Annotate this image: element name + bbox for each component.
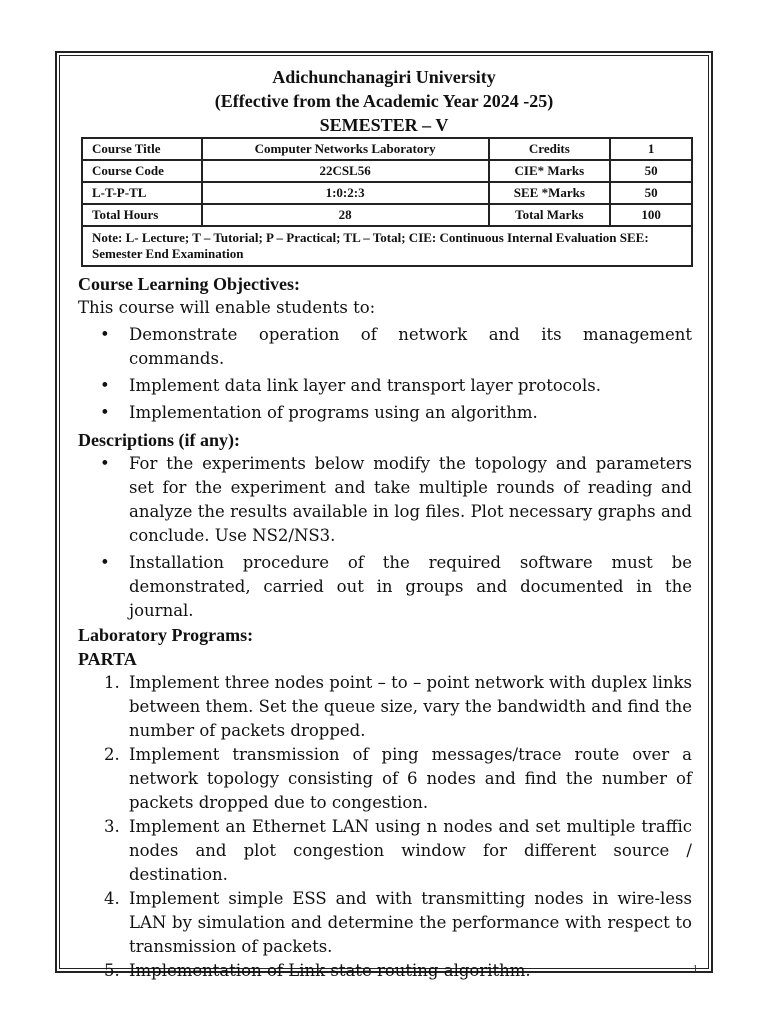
list-item: 5. Implementation of Link state routing algorithm.	[104, 961, 531, 980]
lab-heading: Laboratory Programs:	[78, 625, 254, 645]
table-cell: 22CSL56	[202, 160, 489, 182]
part-heading: PARTA	[78, 649, 137, 669]
table-row	[82, 226, 692, 266]
table-cell: SEE *Marks	[489, 182, 611, 204]
table-cell: 1	[610, 138, 692, 160]
table-cell: Course Code	[82, 160, 202, 182]
table-cell: Computer Networks Laboratory	[202, 138, 489, 160]
semester-title: SEMESTER – V	[319, 115, 449, 135]
list-item: 3. Implement an Ethernet LAN using n nodes and set multiple traffic nodes and plot congestion window for different source / destination.	[104, 817, 692, 884]
list-item: • Installation procedure of the required software must be demonstrated, carried out in groups and documented in the journal.	[100, 553, 692, 620]
table-cell: L-T-P-TL	[82, 182, 202, 204]
table-cell: 1:0:2:3	[202, 182, 489, 204]
descriptions-heading: Descriptions (if any):	[78, 430, 240, 450]
list-item: • For the experiments below modify the topology and parameters set for the experiment and take multiple rounds of reading and analyze the results available in log files. Plot necessary graphs and conclude. Use NS2/NS3.	[100, 454, 692, 545]
list-item: • Implement data link layer and transport layer protocols.	[100, 376, 601, 395]
objectives-intro: This course will enable students to:	[78, 298, 376, 317]
list-item: • Demonstrate operation of network and its management commands.	[100, 325, 692, 368]
table-row	[82, 204, 692, 226]
course-info-table	[81, 137, 693, 267]
list-item: 2. Implement transmission of ping messages/trace route over a network topology consisting of 6 nodes and find the number of packets dropped due to congestion.	[104, 745, 692, 812]
table-cell: Total Marks	[489, 204, 611, 226]
table-row	[82, 160, 692, 182]
list-item: 1. Implement three nodes point – to – point network with duplex links between them. Set the queue size, vary the bandwidth and find the number of packets dropped.	[104, 673, 692, 740]
table-cell: 28	[202, 204, 489, 226]
table-cell: 50	[610, 182, 692, 204]
table-cell: 50	[610, 160, 692, 182]
table-cell: Total Hours	[82, 204, 202, 226]
table-row	[82, 182, 692, 204]
page-number: 1	[692, 963, 698, 975]
table-cell: Credits	[489, 138, 611, 160]
descriptions-list	[78, 452, 692, 623]
table-cell: Course Title	[82, 138, 202, 160]
table-cell: CIE* Marks	[489, 160, 611, 182]
table-cell: 100	[610, 204, 692, 226]
university-title: Adichunchanagiri University	[272, 67, 496, 87]
table-row	[82, 138, 692, 160]
objectives-heading: Course Learning Objectives:	[78, 274, 300, 294]
main-content	[78, 272, 692, 983]
list-item: 4. Implement simple ESS and with transmitting nodes in wire-less LAN by simulation and determine the performance with respect to transmission of packets.	[104, 889, 692, 956]
effective-year: (Effective from the Academic Year 2024 -25)	[214, 91, 554, 111]
table-note: Note: L- Lecture; T – Tutorial; P – Practical; TL – Total; CIE: Continuous Internal Evaluation SEE: Semester End Examination	[82, 226, 692, 266]
lab-programs-list	[78, 671, 692, 983]
list-item: • Implementation of programs using an algorithm.	[100, 403, 538, 422]
objectives-list	[78, 323, 692, 425]
